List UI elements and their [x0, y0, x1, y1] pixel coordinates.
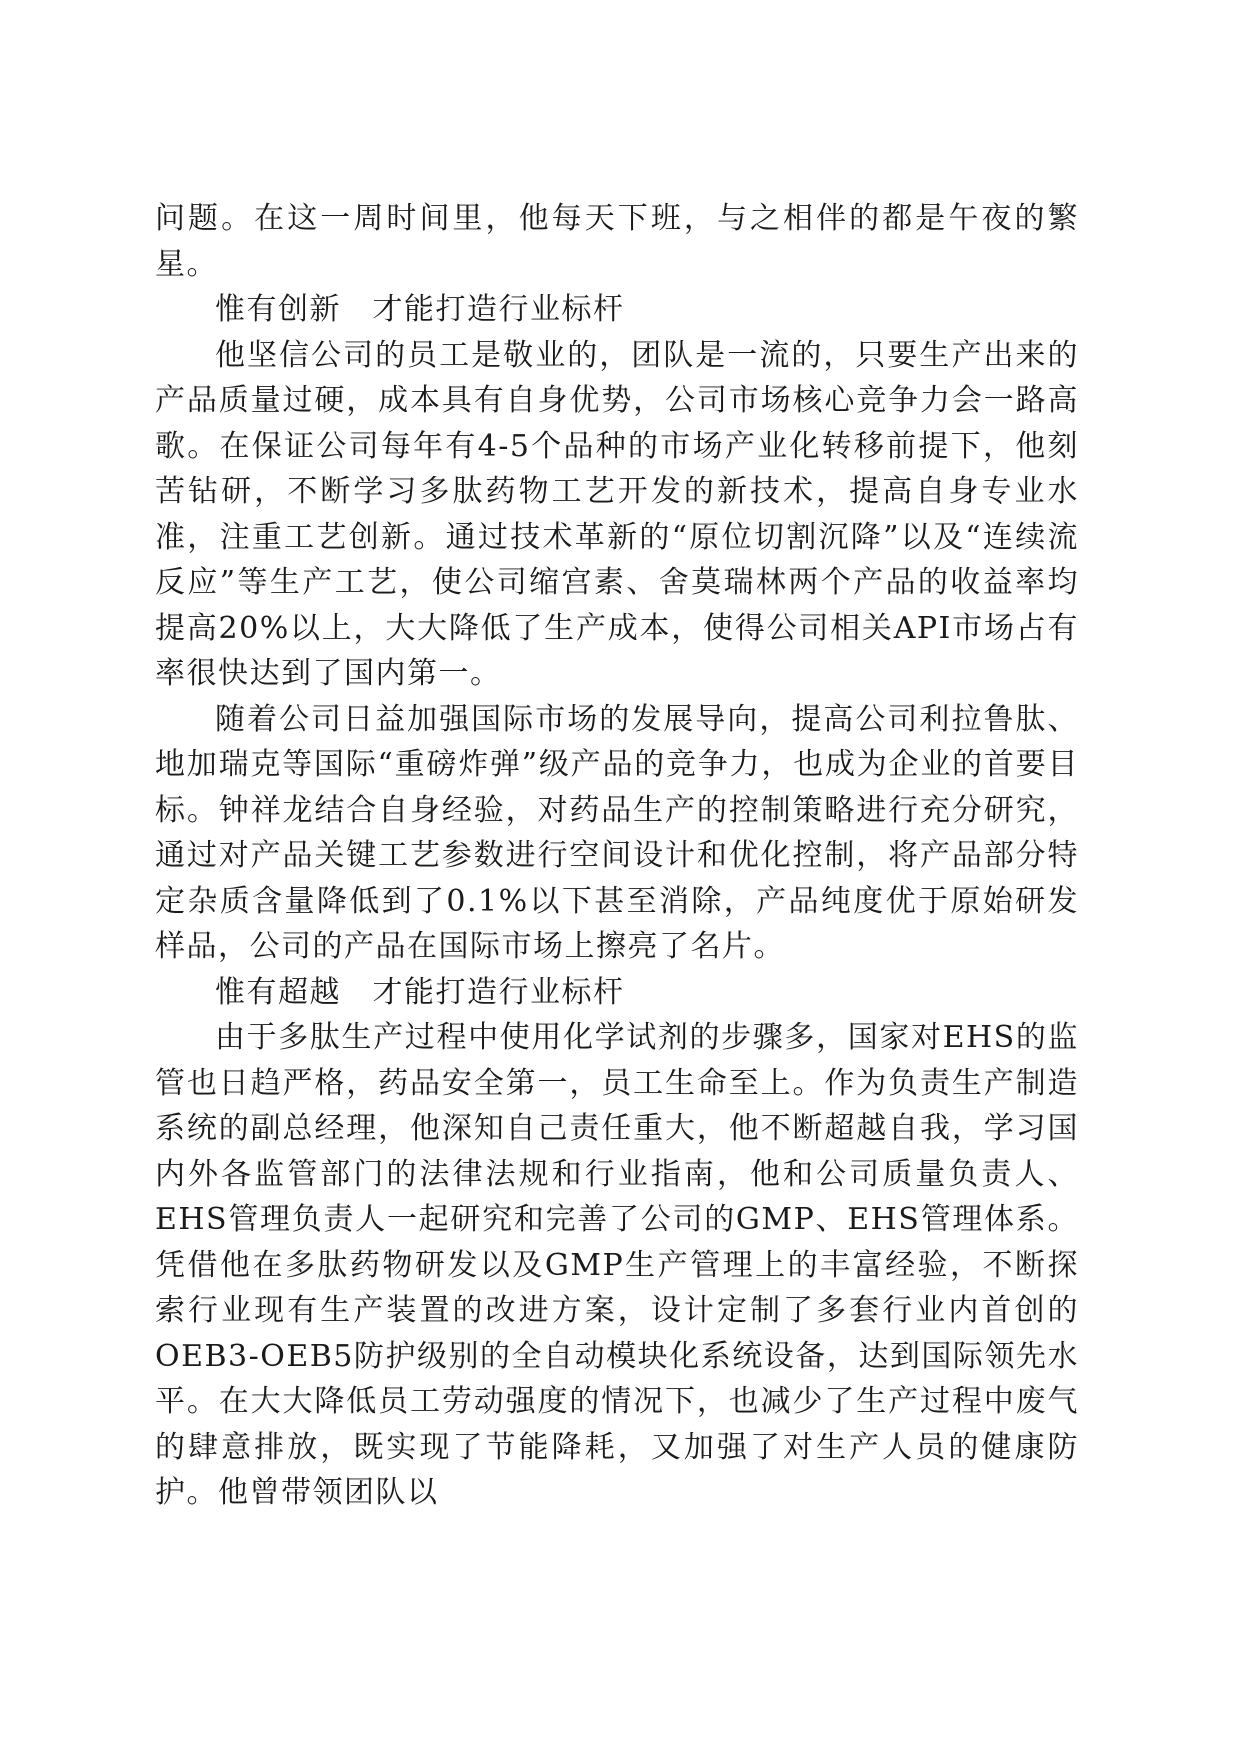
paragraph-innovation-1: 他坚信公司的员工是敬业的，团队是一流的，只要生产出来的产品质量过硬，成本具有自身优势，公司市场核心竞争力会一路高歌。在保证公司每年有4-5个品种的市场产业化转移前提下，他刻苦钻研，不断学习多肽药物工艺开发的新技术，提高自身专业水准，注重工艺创新。通过技术革新的“原位切割沉降”以及“连续流反应”等生产工艺，使公司缩宫素、舍莫瑞林两个产品的收益率均提高20%以上，大大降低了生产成本，使得公司相关API市场占有率很快达到了国内第一。 — [155, 337, 1079, 691]
paragraph-surpass-1: 由于多肽生产过程中使用化学试剂的步骤多，国家对EHS的监管也日趋严格，药品安全第一，员工生命至上。作为负责生产制造系统的副总经理，他深知自己责任重大，他不断超越自我，学习国内外各监管部门的法律法规和行业指南，他和公司质量负责人、EHS管理负责人一起研究和完善了公司的GMP、EHS管理体系。凭借他在多肽药物研发以及GMP生产管理上的丰富经验，不断探索行业现有生产装置的改进方案，设计定制了多套行业内首创的OEB3-OEB5防护级别的全自动模块化系统设备，达到国际领先水平。在大大降低员工劳动强度的情况下，也减少了生产过程中废气的肆意排放，既实现了节能降耗，又加强了对生产人员的健康防护。他曾带领团队以 — [155, 1020, 1079, 1510]
document-page — [155, 196, 1079, 1516]
section-heading-surpass: 惟有超越 才能打造行业标杆 — [215, 974, 625, 1010]
section-heading-innovation: 惟有创新 才能打造行业标杆 — [215, 292, 625, 327]
paragraph-innovation-2: 随着公司日益加强国际市场的发展导向，提高公司利拉鲁肽、地加瑞克等国际“重磅炸弹”级产品的竞争力，也成为企业的首要目标。钟祥龙结合自身经验，对药品生产的控制策略进行充分研究，通过对产品关键工艺参数进行空间设计和优化控制，将产品部分特定杂质含量降低到了0.1%以下甚至消除，产品纯度优于原始研发样品，公司的产品在国际市场上擦亮了名片。 — [155, 701, 1079, 964]
paragraph-continuation: 问题。在这一周时间里，他每天下班，与之相伴的都是午夜的繁星。 — [155, 201, 1079, 282]
